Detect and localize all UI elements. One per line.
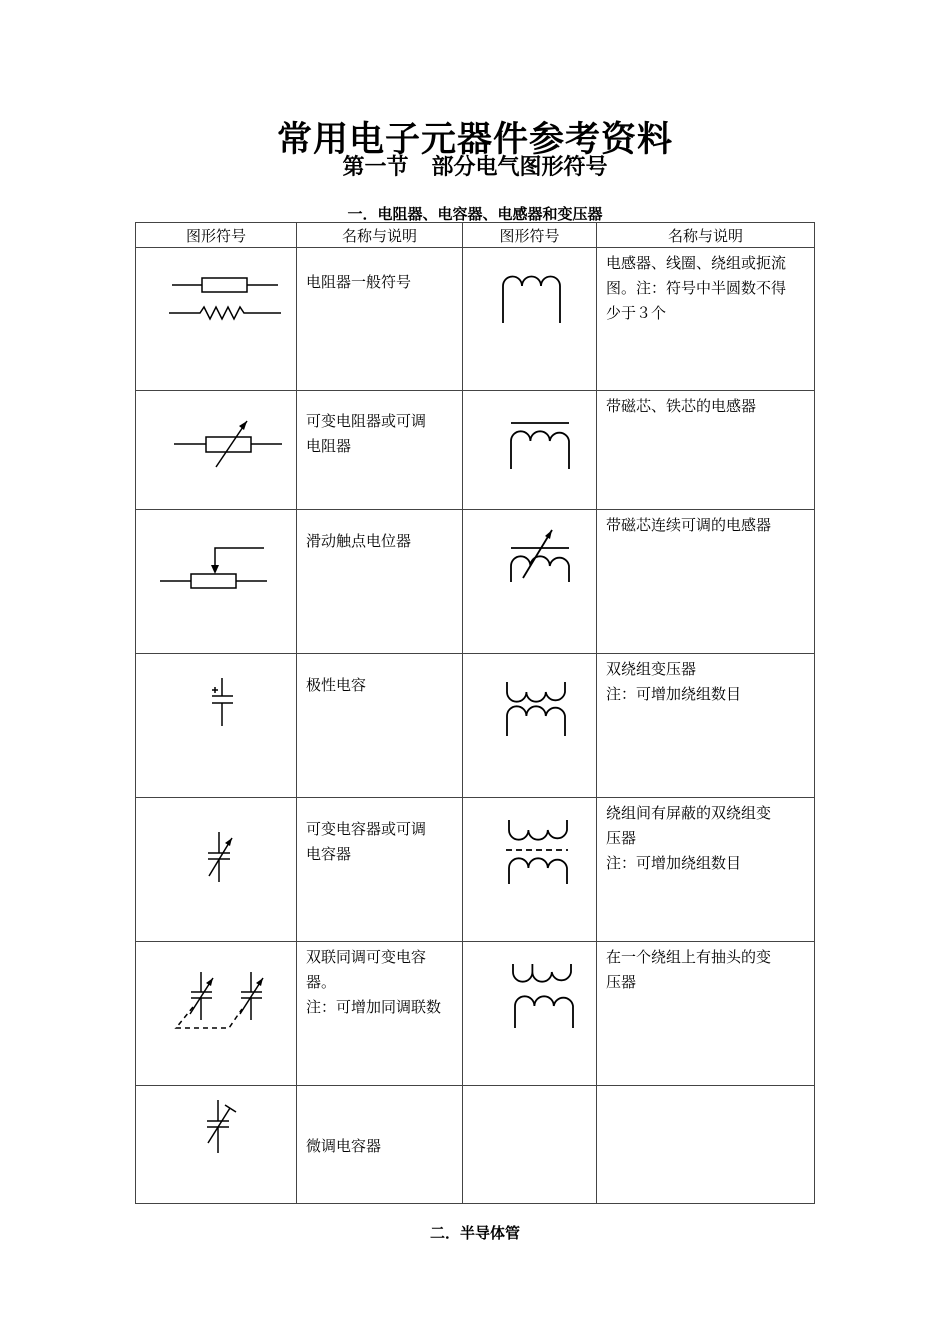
description-line: 压器	[606, 829, 637, 847]
description-cell	[597, 391, 815, 510]
description-line: 电容器	[306, 845, 352, 863]
header-symbol-1: 图形符号	[136, 223, 297, 248]
shielded-transformer-symbol-icon	[463, 798, 597, 942]
table-row	[136, 391, 815, 510]
description-line: 绕组间有屏蔽的双绕组变	[606, 804, 772, 822]
trimmer-capacitor-symbol-icon	[136, 1086, 297, 1204]
description-line: 电感器、线圈、绕组或扼流	[606, 254, 787, 272]
description-line: 可变电阻器或可调	[306, 412, 427, 430]
variable-resistor-symbol-icon	[136, 391, 297, 510]
header-description-1: 名称与说明	[297, 223, 463, 248]
two-winding-transformer-symbol-icon	[463, 654, 597, 798]
description-line: 可变电容器或可调	[306, 820, 427, 838]
potentiometer-symbol-icon	[136, 510, 297, 654]
description-cell	[597, 248, 815, 391]
description-line: 在一个绕组上有抽头的变	[606, 948, 772, 966]
description-cell	[597, 654, 815, 798]
header-description-2: 名称与说明	[597, 223, 815, 248]
description-line: 电阻器一般符号	[306, 273, 412, 291]
description-line: 带磁芯连续可调的电感器	[606, 516, 772, 534]
description-line: 图。注：符号中半圆数不得	[606, 279, 787, 297]
description-line: 注：可增加绕组数目	[606, 854, 742, 872]
table-row	[136, 654, 815, 798]
description-line: 压器	[606, 973, 637, 991]
resistor-symbol-icon	[136, 248, 297, 391]
variable-capacitor-symbol-icon	[136, 798, 297, 942]
adjustable-core-inductor-symbol-icon	[463, 510, 597, 654]
description-cell	[597, 798, 815, 942]
empty-description-cell	[597, 1086, 815, 1204]
empty-symbol-cell	[463, 1086, 597, 1204]
description-line: 器。	[306, 973, 337, 991]
section-heading-1: 一．电阻器、电容器、电感器和变压器	[347, 205, 603, 223]
polarized-capacitor-symbol-icon	[136, 654, 297, 798]
description-cell	[297, 391, 463, 510]
description-line: 滑动触点电位器	[306, 532, 412, 550]
symbol-table	[135, 222, 815, 1204]
section-subtitle: 第一节 部分电气图形符号	[342, 154, 608, 180]
table-header-row	[136, 223, 815, 248]
description-cell	[297, 1086, 463, 1204]
description-line: 双联同调可变电容	[306, 948, 427, 966]
table-row	[136, 510, 815, 654]
description-line: 带磁芯、铁芯的电感器	[606, 397, 757, 415]
description-line: 注：可增加同调联数	[306, 998, 442, 1016]
description-line: 注：可增加绕组数目	[606, 685, 742, 703]
description-cell	[597, 942, 815, 1086]
ganged-variable-capacitor-symbol-icon	[136, 942, 297, 1086]
description-line: 极性电容	[306, 676, 367, 694]
inductor-symbol-icon	[463, 248, 597, 391]
description-line: 电阻器	[306, 437, 352, 455]
description-line: 双绕组变压器	[606, 660, 697, 678]
description-cell	[297, 654, 463, 798]
table-row	[136, 942, 815, 1086]
description-cell	[297, 942, 463, 1086]
table-row	[136, 248, 815, 391]
table-row	[136, 1086, 815, 1204]
description-cell	[297, 798, 463, 942]
section-heading-2: 二．半导体管	[429, 1224, 520, 1242]
description-line: 少于３个	[606, 304, 667, 322]
description-cell	[297, 510, 463, 654]
description-cell	[297, 248, 463, 391]
description-line: 微调电容器	[306, 1136, 382, 1155]
header-symbol-2: 图形符号	[463, 223, 597, 248]
core-inductor-symbol-icon	[463, 391, 597, 510]
table-row	[136, 798, 815, 942]
document-title: 常用电子元器件参考资料	[276, 119, 673, 160]
description-cell	[597, 510, 815, 654]
tapped-transformer-symbol-icon	[463, 942, 597, 1086]
